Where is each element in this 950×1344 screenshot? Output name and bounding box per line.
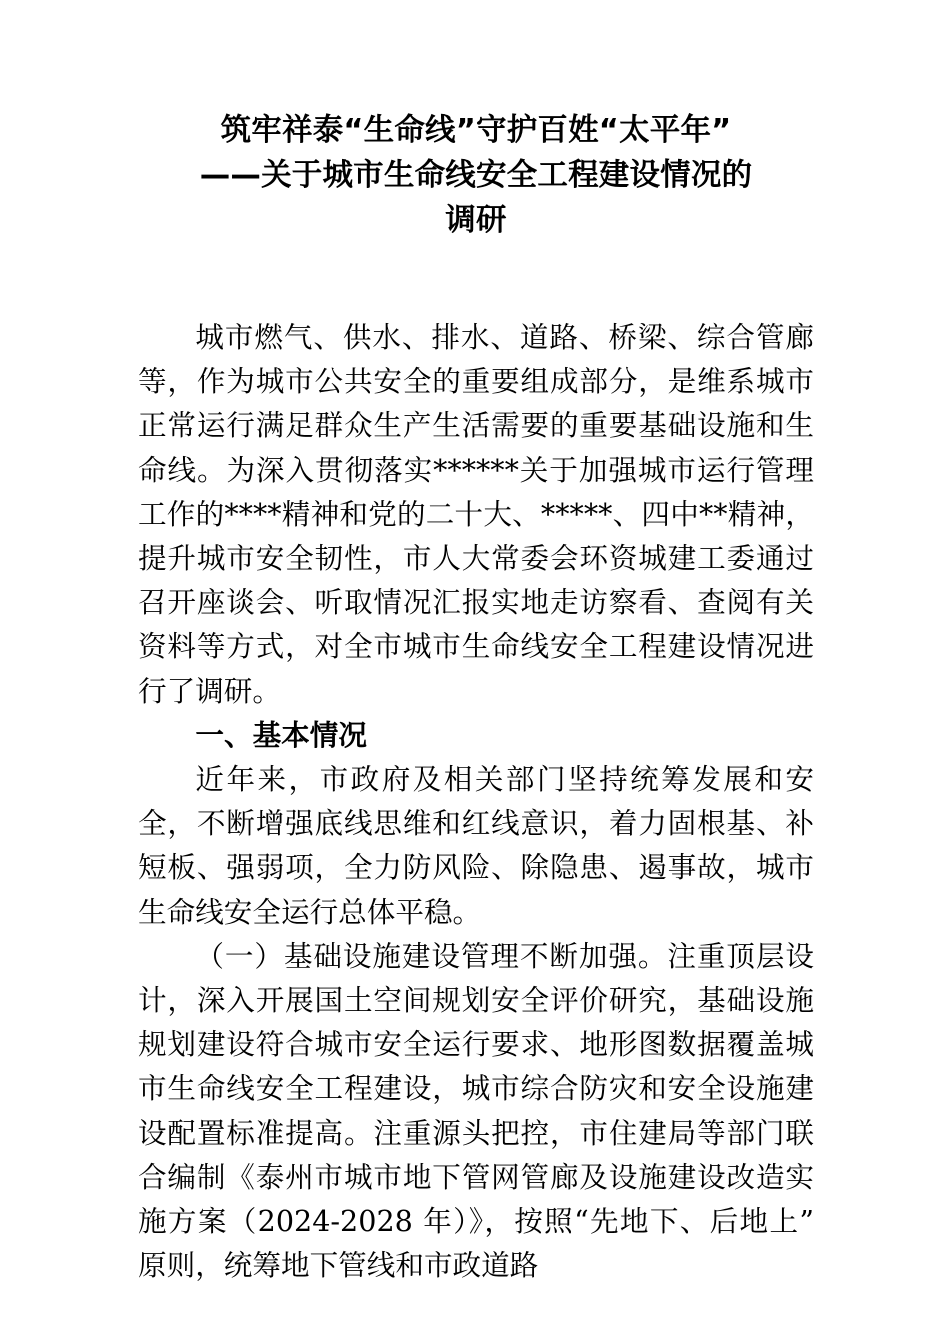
document-title-line-1: 筑牢祥泰“生命线”守护百姓“太平年” [220, 113, 732, 148]
subsection-1-paragraph: （一）基础设施建设管理不断加强。注重顶层设计，深入开展国土空间规划安全评价研究，基础设施规划建设符合城市安全运行要求、地形图数据覆盖城市生命线安全工程建设，城市综合防灾和安全设施建设配置标准提高。注重源头把控，市住建局等部门联合编制《泰州市城市地下管网管廊及设施建设改造实施方案（2024-2028 年）》，按照“先地下、后地上”原则，统筹地下管线和市政道路 [138, 938, 814, 1283]
section-heading-1: 一、基本情况 [195, 717, 367, 752]
document-content-column [138, 0, 814, 1287]
section-1-paragraph: 近年来，市政府及相关部门坚持统筹发展和安全，不断增强底线思维和红线意识，着力固根基、补短板、强弱项，全力防风险、除隐患、遏事故，城市生命线安全运行总体平稳。 [138, 762, 814, 929]
document-title [138, 0, 814, 243]
document-title-line-2: ——关于城市生命线安全工程建设情况的 [199, 158, 753, 193]
title-body-spacer [138, 243, 814, 315]
document-title-line-3: 调研 [445, 203, 507, 238]
intro-paragraph: 城市燃气、供水、排水、道路、桥梁、综合管廊等，作为城市公共安全的重要组成部分，是维系城市正常运行满足群众生产生活需要的重要基础设施和生命线。为深入贯彻落实******关于加强城市运行管理工作的****精神和党的二十大、*****、四中**精神，提升城市安全韧性，市人大常委会环资城建工委通过召开座谈会、听取情况汇报实地走访察看、查阅有关资料等方式，对全市城市生命线安全工程建设情况进行了调研。 [138, 320, 814, 708]
